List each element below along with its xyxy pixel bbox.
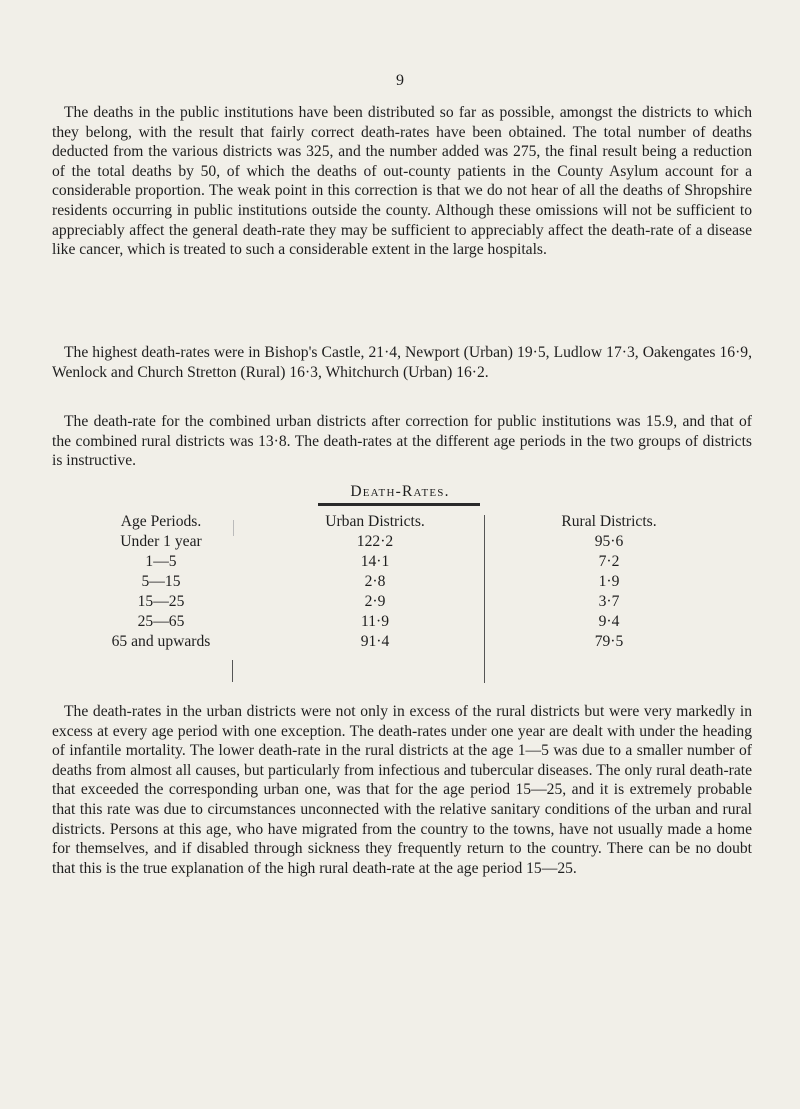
table-row <box>52 532 752 552</box>
paragraph-urban-rural-comparison: The death-rates in the urban districts were not only in excess of the rural districts but were very markedly in excess at every age period with one exception. The death-rates under one year are dealt with under the heading of infantile mortality. The lower death-rate in the rural districts at the age 1—5 was due to a smaller number of deaths from almost all causes, but particularly from infectious and tubercular diseases. The only rural death-rate that exceeded the corresponding urban one, was that for the age period 15—25, and it is extremely probable that this rate was due to circumstances unconnected with the relative sanitary conditions of the urban and rural districts. Persons at this age, who have migrated from the country to the towns, have not usually made a home for themselves, and if disabled through sickness they frequently return to the country. There can be no doubt that this is the true explanation of the high rural death-rate at the age period 15—25. <box>52 703 752 877</box>
paragraph-institution-deaths: The deaths in the public institutions have been distributed so far as possible, amongst the districts to which they belong, with the result that fairly correct death-rates have been obtained. The total number of deaths deducted from the various districts was 325, and the number added was 275, the final result being a reduction of the total deaths by 50, of which the deaths of out-county patients in the County Asylum account for a considerable proportion. The weak point in this correction is that we do not hear of all the deaths of Shropshire residents occurring in public institutions outside the county. Although these omissions will not be sufficient to appreciably affect the general death-rate they may be sufficient to appreciably affect the death-rate of a disease like cancer, which is treated to such a considerable extent in the large hospitals. <box>52 104 752 259</box>
age-cell: 15—25 <box>137 593 185 610</box>
table-row <box>52 572 752 592</box>
age-cell: 25—65 <box>137 613 185 630</box>
age-cell: Under 1 year <box>120 533 202 550</box>
age-cell: 1—5 <box>145 553 177 570</box>
table-row <box>52 592 752 612</box>
header-rural-districts: Rural Districts. <box>561 513 657 530</box>
rural-cell: 79·5 <box>594 633 624 650</box>
column-divider <box>233 520 234 536</box>
urban-cell: 2·8 <box>364 573 386 590</box>
rural-cell: 7·2 <box>598 553 620 570</box>
rural-cell: 3·7 <box>598 593 620 610</box>
urban-cell: 122·2 <box>356 533 394 550</box>
urban-cell: 2·9 <box>364 593 386 610</box>
paragraph-combined-death-rates: The death-rate for the combined urban districts after correction for public institutions was 15.9, and that of the combined rural districts was 13·8. The death-rates at the different age periods in the two groups of districts is instructive. <box>52 413 752 470</box>
table-row <box>52 552 752 572</box>
title-underline <box>318 503 480 506</box>
urban-cell: 91·4 <box>360 633 390 650</box>
column-divider <box>484 515 485 683</box>
header-age-periods: Age Periods. <box>120 513 202 530</box>
age-cell: 65 and upwards <box>111 633 211 650</box>
rural-cell: 95·6 <box>594 533 624 550</box>
header-urban-districts: Urban Districts. <box>325 513 425 530</box>
age-cell: 5—15 <box>141 573 181 590</box>
table-row <box>52 632 752 652</box>
table-row <box>52 612 752 632</box>
page-number: 9 <box>396 72 404 89</box>
table-header-row <box>52 512 752 532</box>
rural-cell: 1·9 <box>598 573 620 590</box>
urban-cell: 11·9 <box>360 613 389 630</box>
rural-cell: 9·4 <box>598 613 620 630</box>
table-title: Death-Rates. <box>350 483 450 500</box>
column-divider <box>232 660 233 682</box>
paragraph-highest-death-rates: The highest death-rates were in Bishop's Castle, 21·4, Newport (Urban) 19·5, Ludlow 17·3, Oakengates 16·9, Wenlock and Church Stretton (Rural) 16·3, Whitchurch (Urban) 16·2. <box>52 344 752 381</box>
urban-cell: 14·1 <box>360 553 390 570</box>
